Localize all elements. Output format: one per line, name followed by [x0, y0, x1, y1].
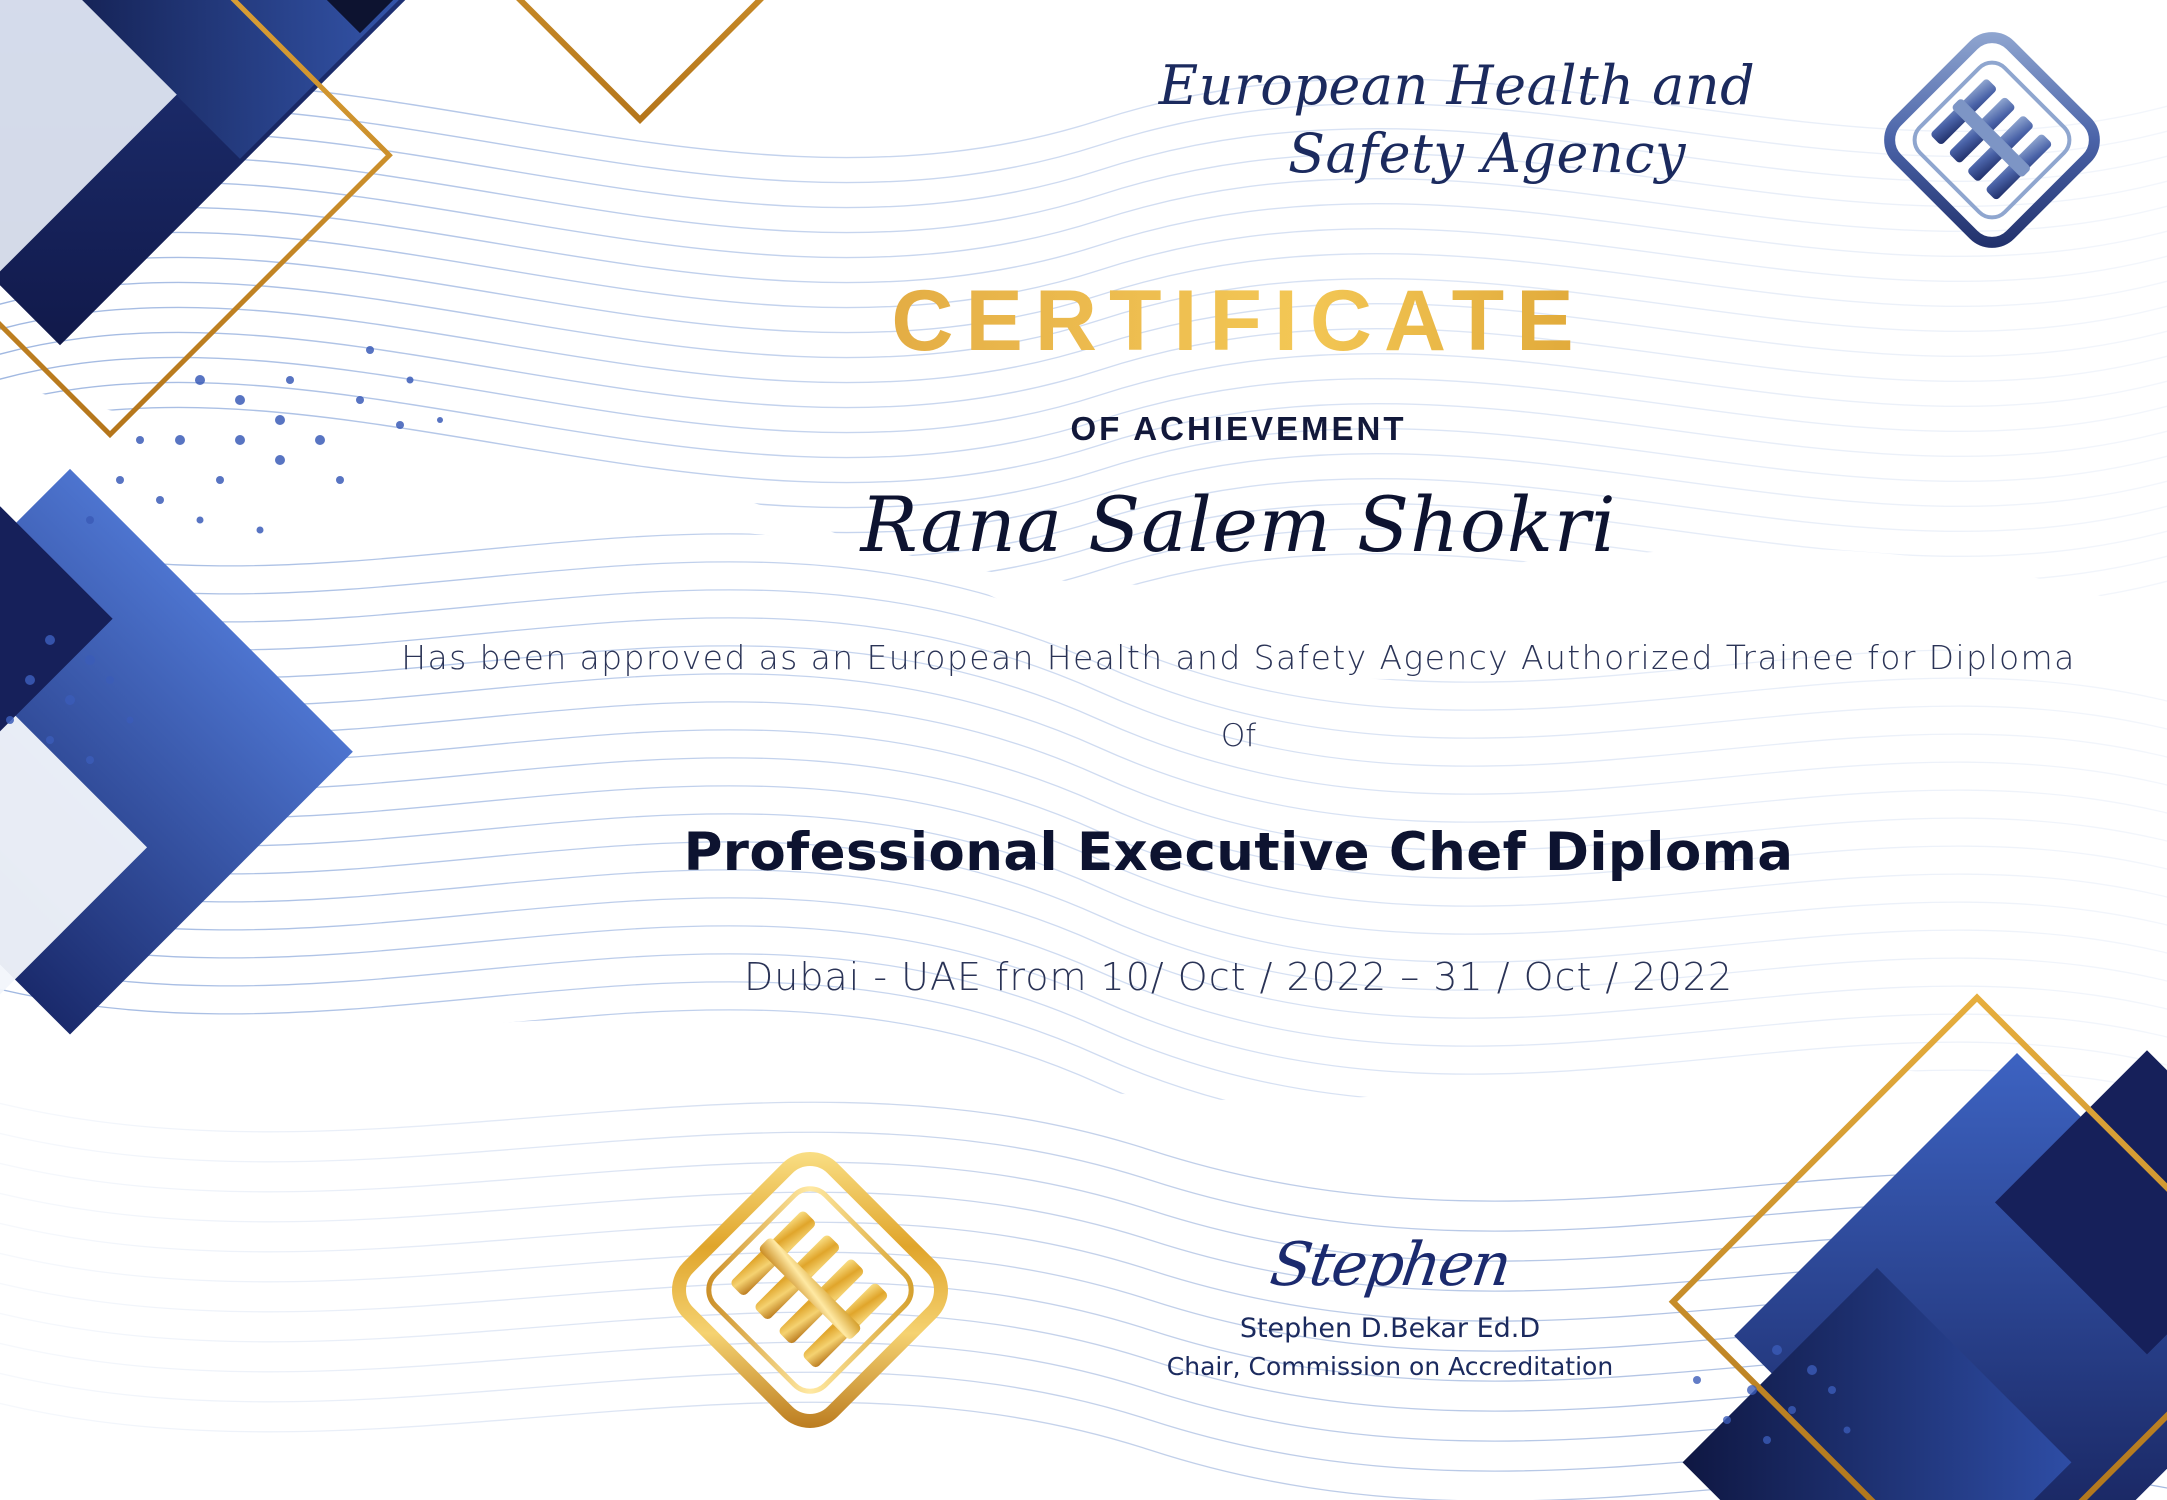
certificate-subtitle: OF ACHIEVEMENT — [1070, 410, 1407, 447]
diploma-name: Professional Executive Chef Diploma — [683, 822, 1794, 883]
organization-name — [1047, 52, 1867, 187]
place-and-date: Dubai - UAE from 10/ Oct / 2022 – 31 / Oct / 2022 — [743, 955, 1734, 999]
signature-block — [1130, 1230, 1650, 1381]
signature-mark: Stephen — [1266, 1230, 1514, 1300]
approval-statement: Has been approved as an European Health and Safety Agency Authorized Trainee for Diploma — [401, 638, 2076, 677]
agency-monogram-icon — [1877, 25, 2107, 255]
organization-name-line1: European Health and — [1158, 54, 1756, 117]
organization-name-line2: Safety Agency — [1287, 121, 1687, 185]
right-decorative-geometry — [1547, 920, 2167, 1500]
of-label: Of — [1220, 718, 1257, 754]
recipient-name: Rana Salem Shokri — [860, 480, 1617, 569]
gold-seal-icon — [660, 1140, 960, 1440]
signer-name: Stephen D.Bekar Ed.D — [1239, 1313, 1541, 1344]
page-title: CERTIFICATE — [0, 272, 2167, 371]
signer-role: Chair, Commission on Accreditation — [1166, 1352, 1614, 1381]
